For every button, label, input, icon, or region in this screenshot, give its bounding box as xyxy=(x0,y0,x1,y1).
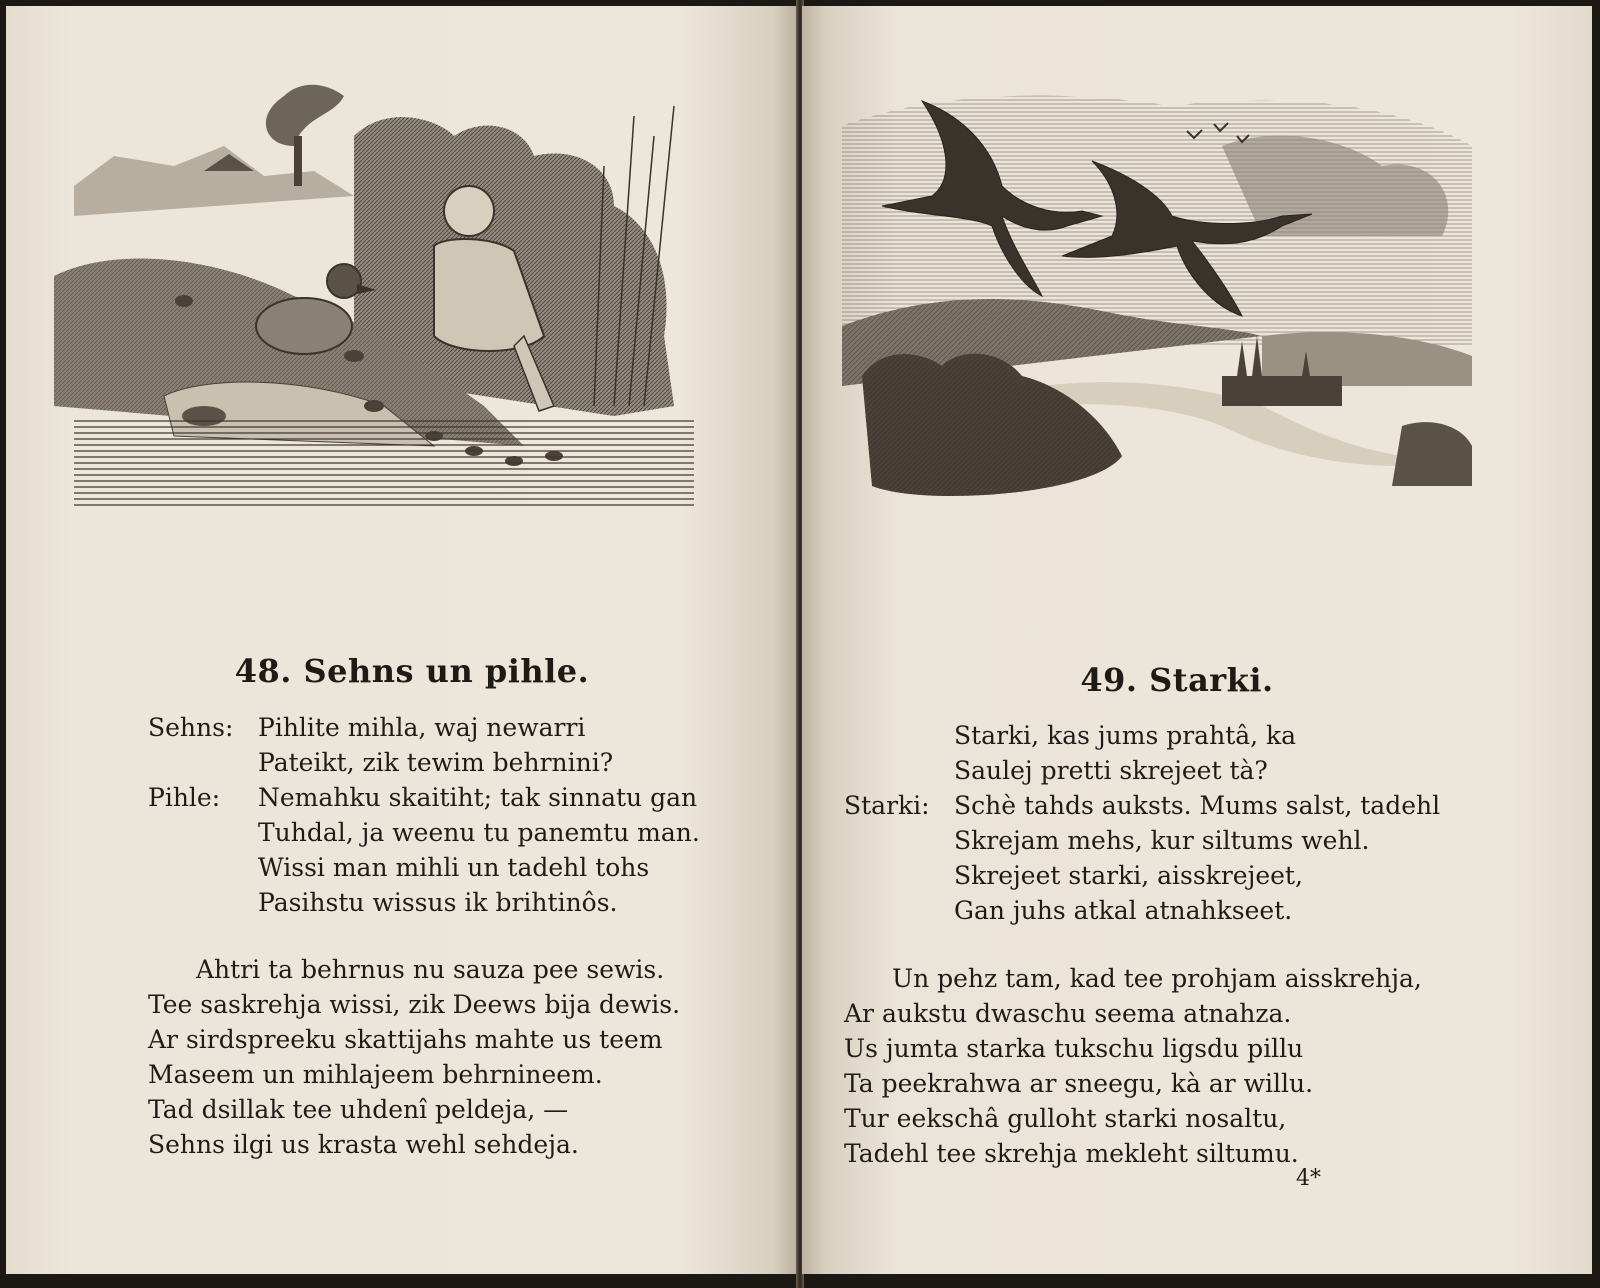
verse-line xyxy=(148,815,700,850)
verse-line xyxy=(148,780,700,815)
poem-title: 49. Starki. xyxy=(1080,661,1274,699)
storks-flying-engraving xyxy=(842,86,1482,516)
verse-line: Ta peekrahwa ar sneegu, kà ar willu. xyxy=(844,1069,1314,1098)
verse-text: Wissi man mihli un tadehl tohs xyxy=(258,853,650,882)
verse-text: Skrejeet starki, aisskrejeet, xyxy=(954,861,1303,890)
dialogue-stanza xyxy=(844,718,1440,928)
verse-line: Maseem un mihlajeem behrnineem. xyxy=(148,1060,603,1089)
page-number: 4* xyxy=(1296,1166,1321,1191)
verse-line: Tee saskrehja wissi, zik Deews bija dewis. xyxy=(148,990,681,1019)
verse-line xyxy=(148,850,700,885)
verse-text: Pasihstu wissus ik brihtinôs. xyxy=(258,888,618,917)
verse-line xyxy=(148,885,700,920)
verse-line: Ar sirdspreeku skattijahs mahte us teem xyxy=(148,1025,663,1054)
verse-line: Tad dsillak tee uhdenî peldeja, — xyxy=(148,1095,569,1124)
verse-line xyxy=(844,893,1440,928)
verse-line: Tur eekschâ gulloht starki nosaltu, xyxy=(844,1104,1287,1133)
verse-text: Skrejam mehs, kur siltums wehl. xyxy=(954,826,1370,855)
verse-text: Pihlite mihla, waj newarri xyxy=(258,713,586,742)
dialogue-stanza xyxy=(148,710,700,920)
verse-text: Pateikt, zik tewim behrnini? xyxy=(258,748,614,777)
left-page xyxy=(6,6,798,1274)
verse-line: Sehns ilgi us krasta wehl sehdeja. xyxy=(148,1130,579,1159)
verse-line xyxy=(844,823,1440,858)
verse-line xyxy=(844,718,1440,753)
speaker-label: Starki: xyxy=(844,791,930,820)
child-and-ducks-engraving xyxy=(54,76,714,516)
verse-line xyxy=(844,858,1440,893)
narrative-stanza xyxy=(844,961,1422,1171)
verse-line: Us jumta starka tukschu ligsdu pillu xyxy=(844,1034,1304,1063)
verse-line: Un pehz tam, kad tee prohjam aisskrehja, xyxy=(892,964,1422,993)
narrative-stanza xyxy=(148,952,680,1162)
right-page xyxy=(802,6,1592,1274)
verse-line xyxy=(844,788,1440,823)
verse-line: Tadehl tee skrehja mekleht siltumu. xyxy=(844,1139,1299,1168)
poem-title: 48. Sehns un pihle. xyxy=(234,652,590,690)
verse-line: Ahtri ta behrnus nu sauza pee sewis. xyxy=(196,955,665,984)
verse-text: Tuhdal, ja weenu tu panemtu man. xyxy=(258,818,700,847)
verse-line xyxy=(148,710,700,745)
speaker-label: Pihle: xyxy=(148,783,221,812)
verse-text: Schè tahds auksts. Mums salst, tadehl xyxy=(954,791,1441,820)
verse-line: Ar aukstu dwaschu seema atnahza. xyxy=(844,999,1292,1028)
speaker-label: Sehns: xyxy=(148,713,234,742)
verse-text: Saulej pretti skrejeet tà? xyxy=(954,756,1268,785)
verse-line xyxy=(148,745,700,780)
verse-text: Gan juhs atkal atnahkseet. xyxy=(954,896,1293,925)
verse-text: Starki, kas jums prahtâ, ka xyxy=(954,721,1297,750)
verse-line xyxy=(844,753,1440,788)
verse-text: Nemahku skaitiht; tak sinnatu gan xyxy=(258,783,698,812)
